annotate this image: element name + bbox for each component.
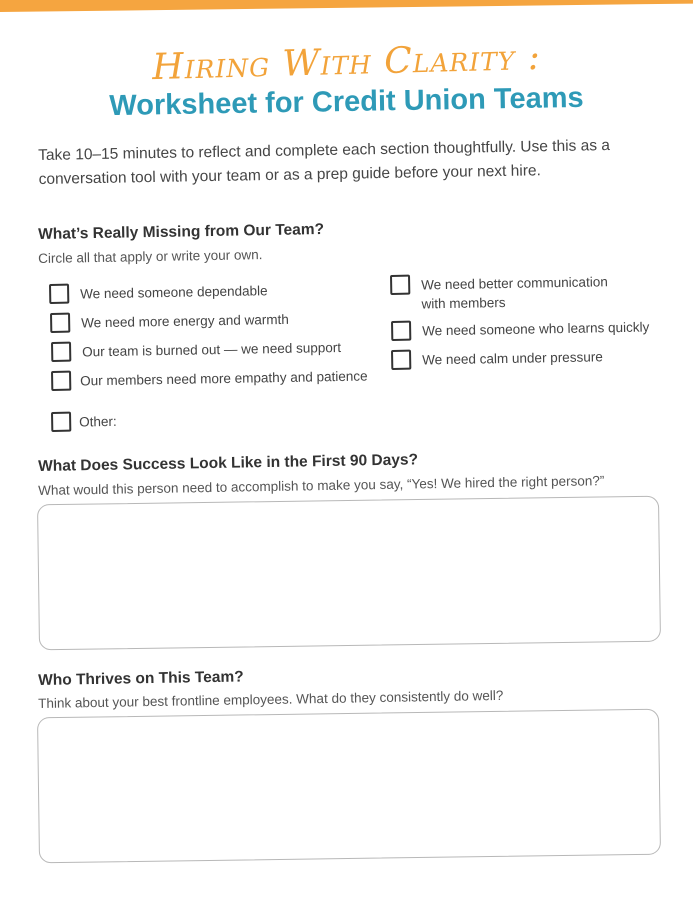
checkbox-label: We need better communication with members	[421, 274, 608, 312]
checkbox[interactable]	[50, 313, 70, 333]
answer-box-thrives[interactable]	[37, 709, 661, 864]
checkbox-label: We need someone dependable	[80, 283, 268, 302]
section-heading-success: What Does Success Look Like in the First 90 Days?	[38, 451, 419, 475]
checkbox-option[interactable]	[51, 365, 368, 391]
checkbox[interactable]	[391, 350, 411, 370]
checkbox[interactable]	[51, 342, 71, 362]
checkbox-option-other[interactable]	[51, 411, 117, 432]
section-heading-thrives: Who Thrives on This Team?	[38, 668, 244, 689]
checkbox-option[interactable]	[49, 280, 268, 304]
script-title: Hiring With Clarity :	[151, 36, 542, 89]
checkbox[interactable]	[51, 412, 71, 432]
checkbox-option[interactable]	[390, 271, 622, 314]
checkbox-label: Our team is burned out — we need support	[82, 339, 342, 360]
checkbox-label: Our members need more empathy and patience	[80, 368, 368, 389]
checkbox-label-other: Other:	[79, 413, 117, 430]
section-heading-missing: What’s Really Missing from Our Team?	[38, 221, 325, 243]
checkbox-label: We need someone who learns quickly	[422, 319, 650, 339]
answer-box-success[interactable]	[37, 496, 661, 651]
page-title: Worksheet for Credit Union Teams	[109, 81, 584, 123]
checkbox-label: We need more energy and warmth	[81, 311, 289, 331]
checkbox[interactable]	[51, 371, 71, 391]
checkbox[interactable]	[390, 275, 410, 295]
checkbox-option[interactable]	[50, 309, 289, 333]
checkbox-option[interactable]	[391, 346, 603, 370]
intro-text: Take 10–15 minutes to reflect and complete each section thoughtfully. Use this as a conversation tool with your team or as a prep guide before your next hire.	[38, 137, 611, 188]
checkbox[interactable]	[49, 284, 69, 304]
checkbox-label: We need calm under pressure	[422, 349, 603, 368]
checkbox[interactable]	[391, 321, 411, 341]
section-instruction-missing: Circle all that apply or write your own.	[38, 247, 263, 266]
checkbox-option[interactable]	[391, 316, 649, 341]
checkbox-option[interactable]	[51, 337, 341, 362]
top-accent-bar	[0, 0, 693, 12]
section-prompt-thrives: Think about your best frontline employees. What do they consistently do well?	[38, 687, 504, 711]
section-prompt-success: What would this person need to accomplish to make you say, “Yes! We hired the right person?”	[38, 473, 605, 498]
